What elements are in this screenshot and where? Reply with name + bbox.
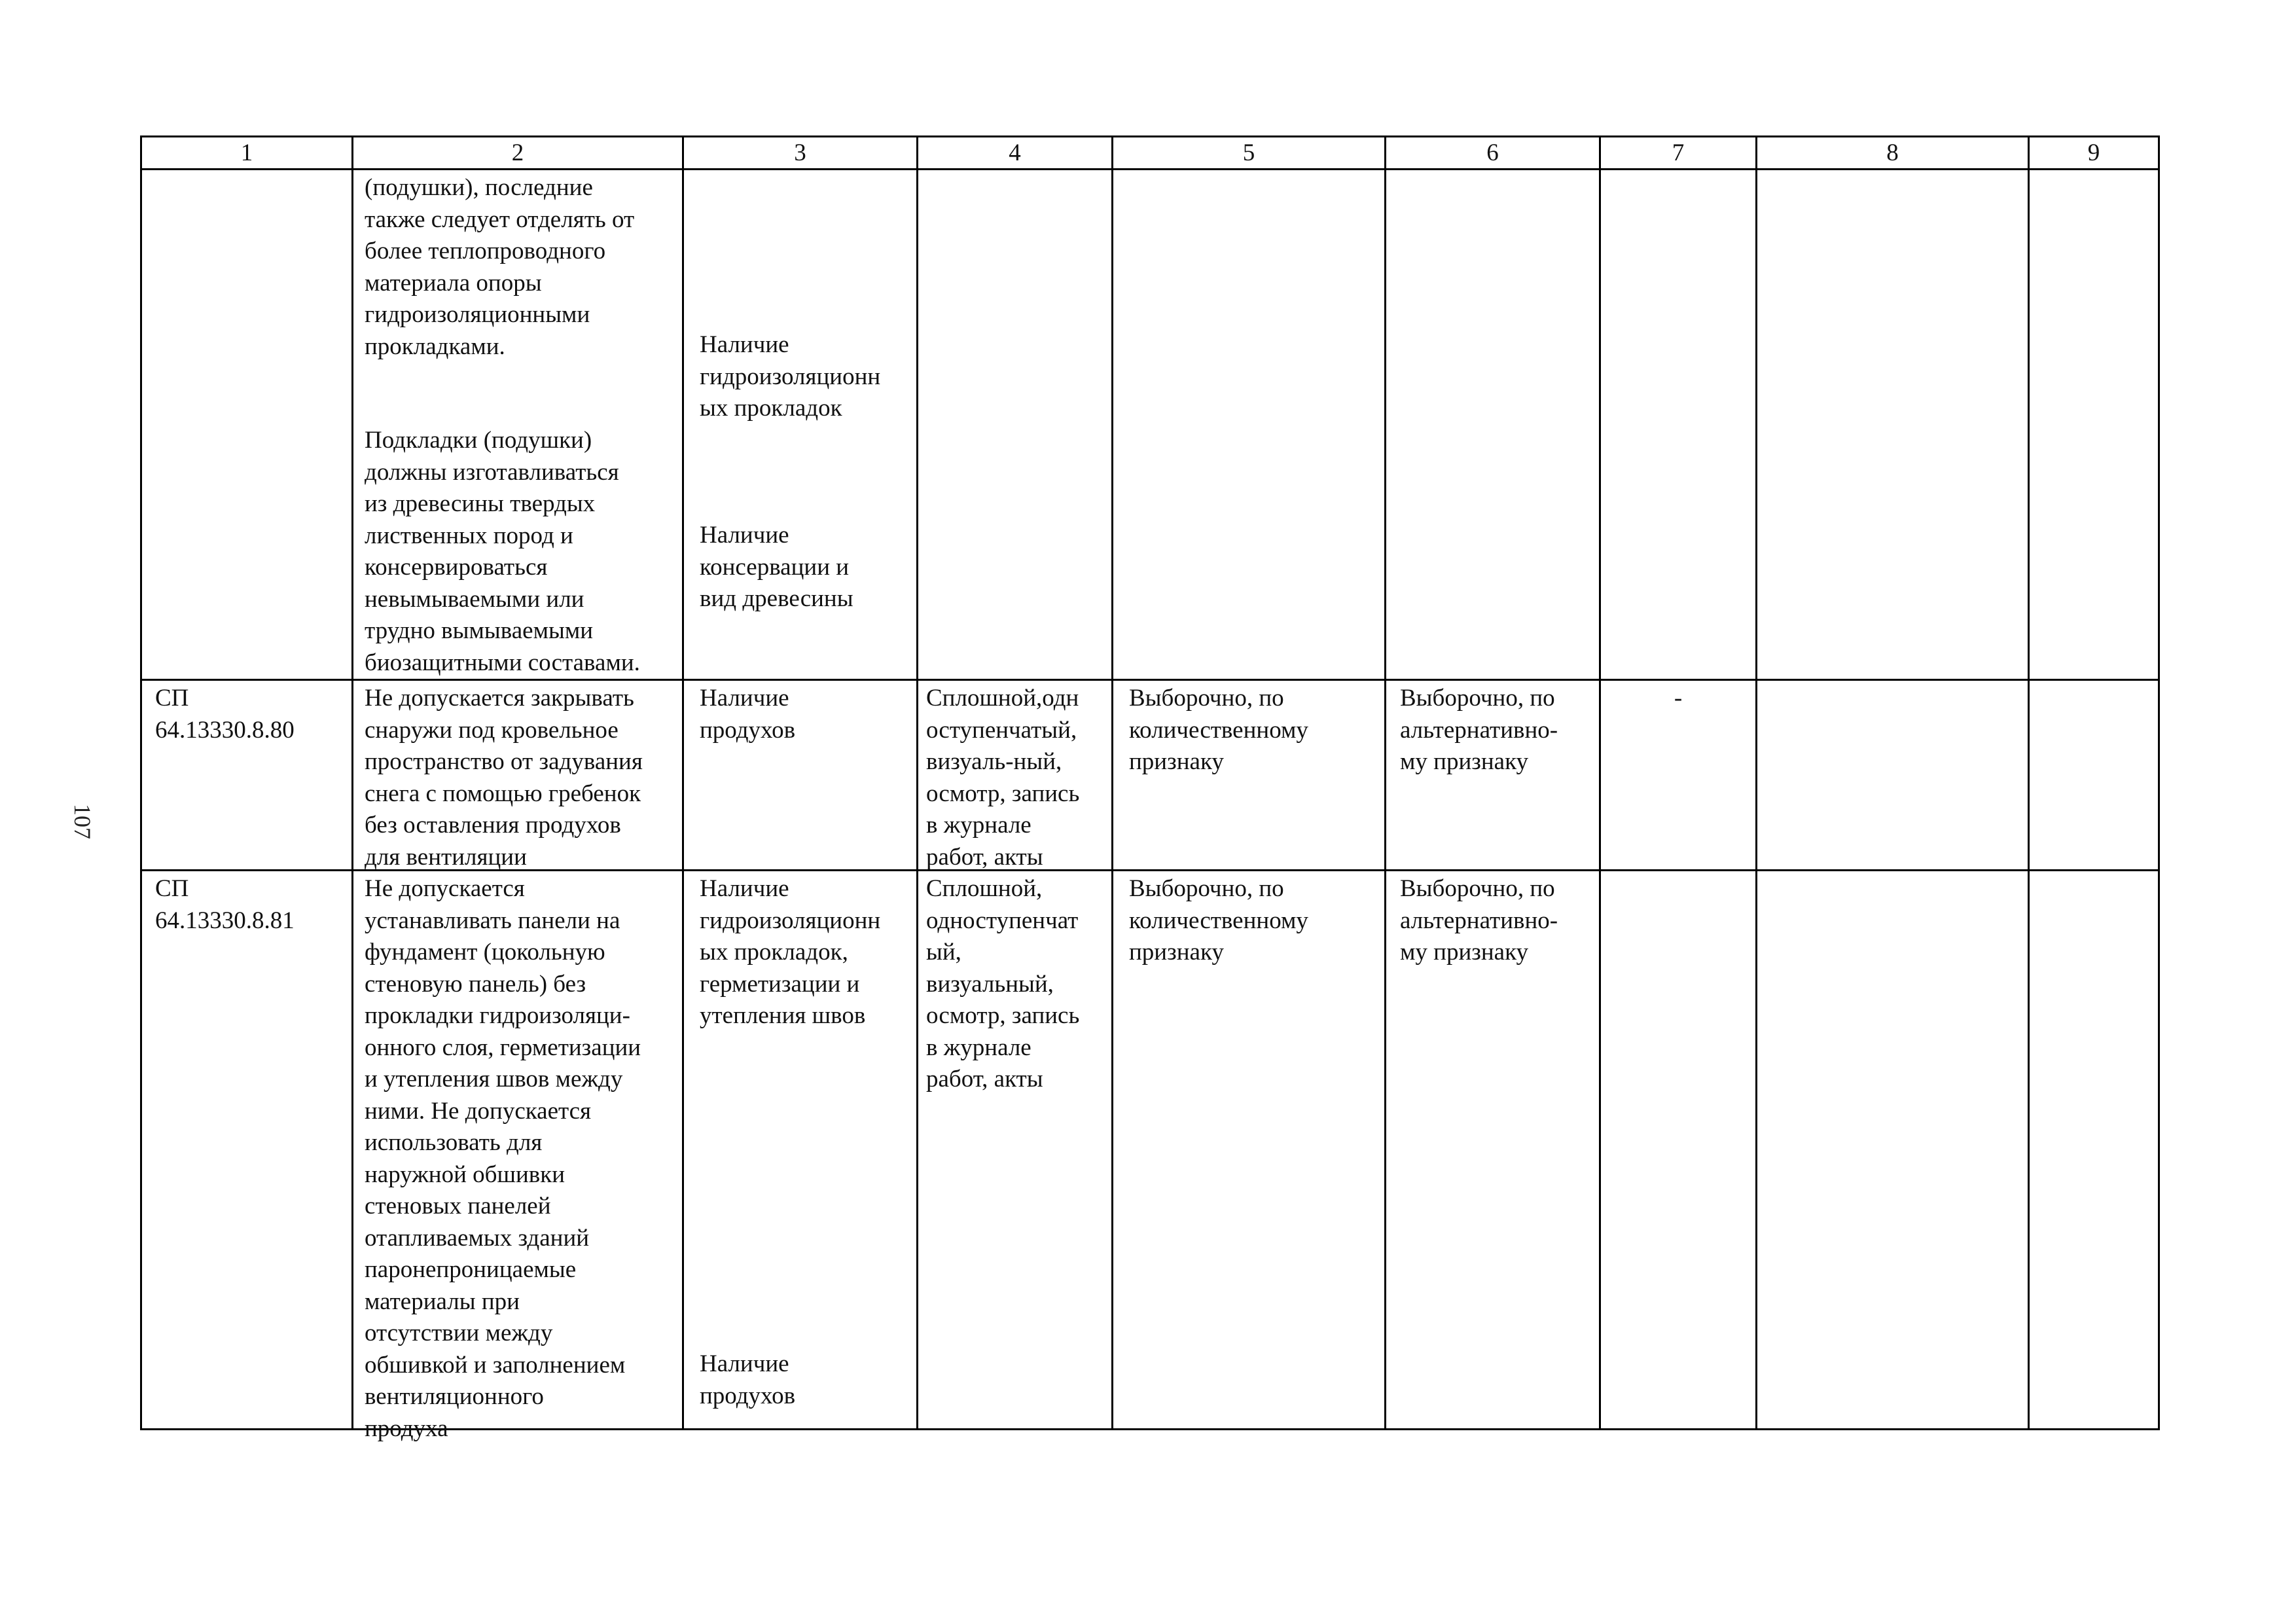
sampling-method: Выборочно, по количественному признаку	[1129, 875, 1308, 965]
header-cell: 1	[240, 139, 253, 166]
inspection-table	[140, 135, 2160, 1442]
acceptance-method: Выборочно, по альтернативно- му признаку	[1400, 685, 1558, 775]
header-cell: 2	[511, 139, 524, 166]
header-cell: 9	[2087, 139, 2100, 166]
requirement-text: Подкладки (подушки) должны изготавливаться из древесины твердых лиственных пород и консервироваться невымываемыми или трудно вымываемыми биозащитными составами.	[365, 427, 640, 676]
control-parameter: Наличие консервации и вид древесины	[700, 522, 853, 612]
norm-reference: СП 64.13330.8.81	[155, 875, 295, 934]
norm-reference: СП 64.13330.8.80	[155, 685, 295, 744]
header-cell: 4	[1009, 139, 1021, 166]
control-parameter: Наличие продухов	[700, 1350, 796, 1409]
sampling-method: Выборочно, по количественному признаку	[1129, 685, 1308, 775]
column-divider	[1384, 137, 1386, 1428]
control-method: Сплошной, одноступенчат ый, визуальный, осмотр, запись в журнале работ, акты	[926, 875, 1080, 1092]
header-cell: 8	[1886, 139, 1899, 166]
requirement-text: Не допускается закрывать снаружи под кровельное пространство от задувания снега с помощью гребенок без оставления продухов для вентиляции	[365, 685, 643, 871]
control-parameter: Наличие гидроизоляционн ых прокладок, герметизации и утепления швов	[700, 875, 881, 1029]
column-divider	[1755, 137, 1757, 1428]
column-divider	[1599, 137, 1601, 1428]
page-number: 107	[69, 804, 96, 839]
acceptance-method: Выборочно, по альтернативно- му признаку	[1400, 875, 1558, 965]
header-cell: 3	[794, 139, 806, 166]
control-parameter: Наличие продухов	[700, 685, 796, 744]
column-divider	[351, 137, 353, 1428]
requirement-text: (подушки), последние также следует отделять от более теплопроводного материала опоры гидроизоляционными прокладками.	[365, 174, 635, 360]
requirement-text: Не допускается устанавливать панели на фундамент (цокольную стеновую панель) без прокладки гидроизоляци- онного слоя, герметизации и утепления швов между ними. Не допускается использовать для наружной обшивки стеновых панелей отапливаемых зданий паронепроницаемые материалы при отсутствии между обшивкой и заполнением вентиляционного продуха	[365, 875, 641, 1442]
column-7-value: -	[1674, 685, 1683, 712]
column-divider	[2028, 137, 2030, 1428]
header-cell: 7	[1672, 139, 1685, 166]
header-cell: 5	[1242, 139, 1255, 166]
header-cell: 6	[1486, 139, 1499, 166]
control-method: Сплошной,одн оступенчатый, визуаль-ный, осмотр, запись в журнале работ, акты	[926, 685, 1080, 871]
control-parameter: Наличие гидроизоляционн ых прокладок	[700, 331, 881, 422]
row-divider	[142, 679, 2158, 681]
